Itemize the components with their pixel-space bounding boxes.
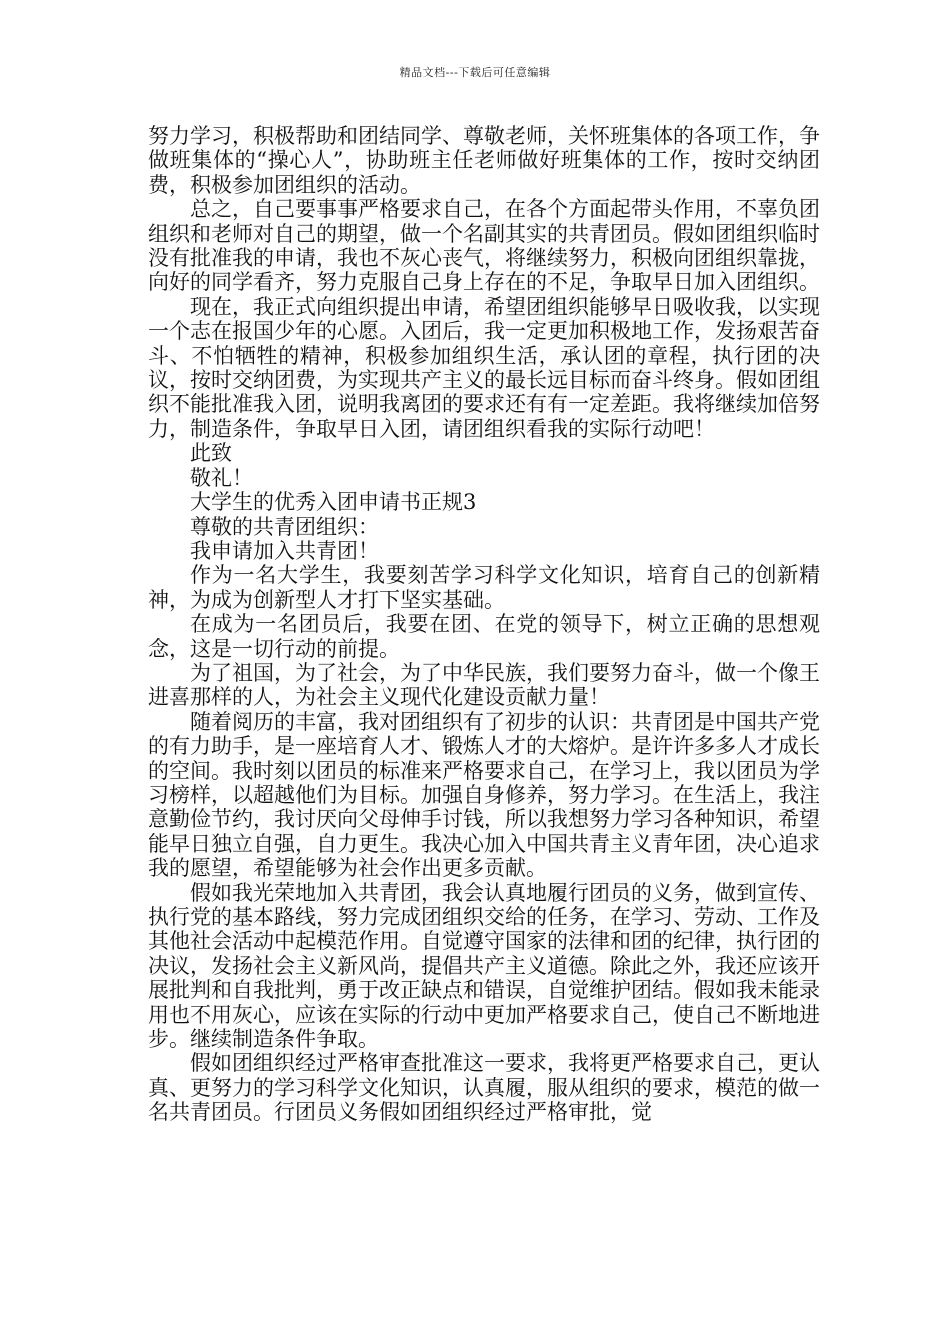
paragraph: 作为一名大学生，我要刻苦学习科学文化知识，培育自己的创新精神，为成为创新型人才打下坚实基础。 [148, 563, 820, 612]
paragraph: 假如我光荣地加入共青团，我会认真地履行团员的义务，做到宣传、执行党的基本路线，努力完成团组织交给的任务，在学习、劳动、工作及其他社会活动中起模范作用。自觉遵守国家的法律和团的纪律，执行团的决议，发扬社会主义新风尚，提倡共产主义道德。除此之外，我还应该开展批判和自我批判，勇于改正缺点和错误，自觉维护团结。假如我未能录用也不用灰心，应该在实际的行动中更加严格要求自己，使自己不断地进步。继续制造条件争取。 [148, 880, 820, 1052]
paragraph: 努力学习，积极帮助和团结同学、尊敬老师，关怀班集体的各项工作，争做班集体的“操心人”，协助班主任老师做好班集体的工作，按时交纳团费，积极参加团组织的活动。 [148, 124, 820, 197]
salutation: 敬礼！ [190, 465, 253, 490]
paragraph: 假如团组织经过严格审查批准这一要求，我将更严格要求自己，更认真、更努力的学习科学文化知识，认真履，服从组织的要求，模范的做一名共青团员。行团员义务假如团组织经过严格审批，觉 [148, 1051, 820, 1125]
paragraph: 现在，我正式向组织提出申请，希望团组织能够早日吸收我，以实现一个志在报国少年的心愿。入团后，我一定更加积极地工作，发扬艰苦奋斗、不怕牺牲的精神，积极参加组织生活，承认团的章程，执行团的决议，按时交纳团费，为实现共产主义的最长远目标而奋斗终身。假如团组织不能批准我入团，说明我离团的要求还有有一定差距。我将继续加倍努力，制造条件，争取早日入团，请团组织看我的实际行动吧！ [148, 294, 820, 441]
paragraph: 我申请加入共青团！ [190, 538, 379, 563]
paragraph: 总之，自己要事事严格要求自己，在各个方面起带头作用，不辜负团组织和老师对自己的期望，做一个名副其实的共青团员。假如团组织临时没有批准我的申请，我也不灰心丧气，将继续努力，积极向团组织靠拢，向好的同学看齐，努力克服自己身上存在的不足，争取早日加入团组织。 [148, 197, 820, 295]
paragraph: 为了祖国，为了社会，为了中华民族，我们要努力奋斗，做一个像王进喜那样的人，为社会主义现代化建设贡献力量！ [148, 660, 820, 710]
paragraph: 随着阅历的丰富，我对团组织有了初步的认识：共青团是中国共产党的有力助手，是一座培育人才、锻炼人才的大熔炉。是许许多多人才成长的空间。我时刻以团员的标准来严格要求自己，在学习上，我以团员为学习榜样，以超越他们为目标。加强自身修养，努力学习。在生活上，我注意勤俭节约，我讨厌向父母伸手讨钱，所以我想努力学习各种知识，希望能早日独立自强，自力更生。我决心加入中国共青主义青年团，决心追求我的愿望，希望能够为社会作出更多贡献。 [148, 709, 820, 881]
letter-greeting: 尊敬的共青团组织： [190, 514, 379, 539]
paragraph: 在成为一名团员后，我要在团、在党的领导下，树立正确的思想观念，这是一切行动的前提。 [148, 612, 820, 661]
closing-line: 此致 [190, 441, 232, 466]
page-header: 精品文档---下载后可任意编辑 [399, 66, 551, 79]
document-body [148, 124, 820, 1125]
section-title: 大学生的优秀入团申请书正规3 [190, 490, 477, 515]
